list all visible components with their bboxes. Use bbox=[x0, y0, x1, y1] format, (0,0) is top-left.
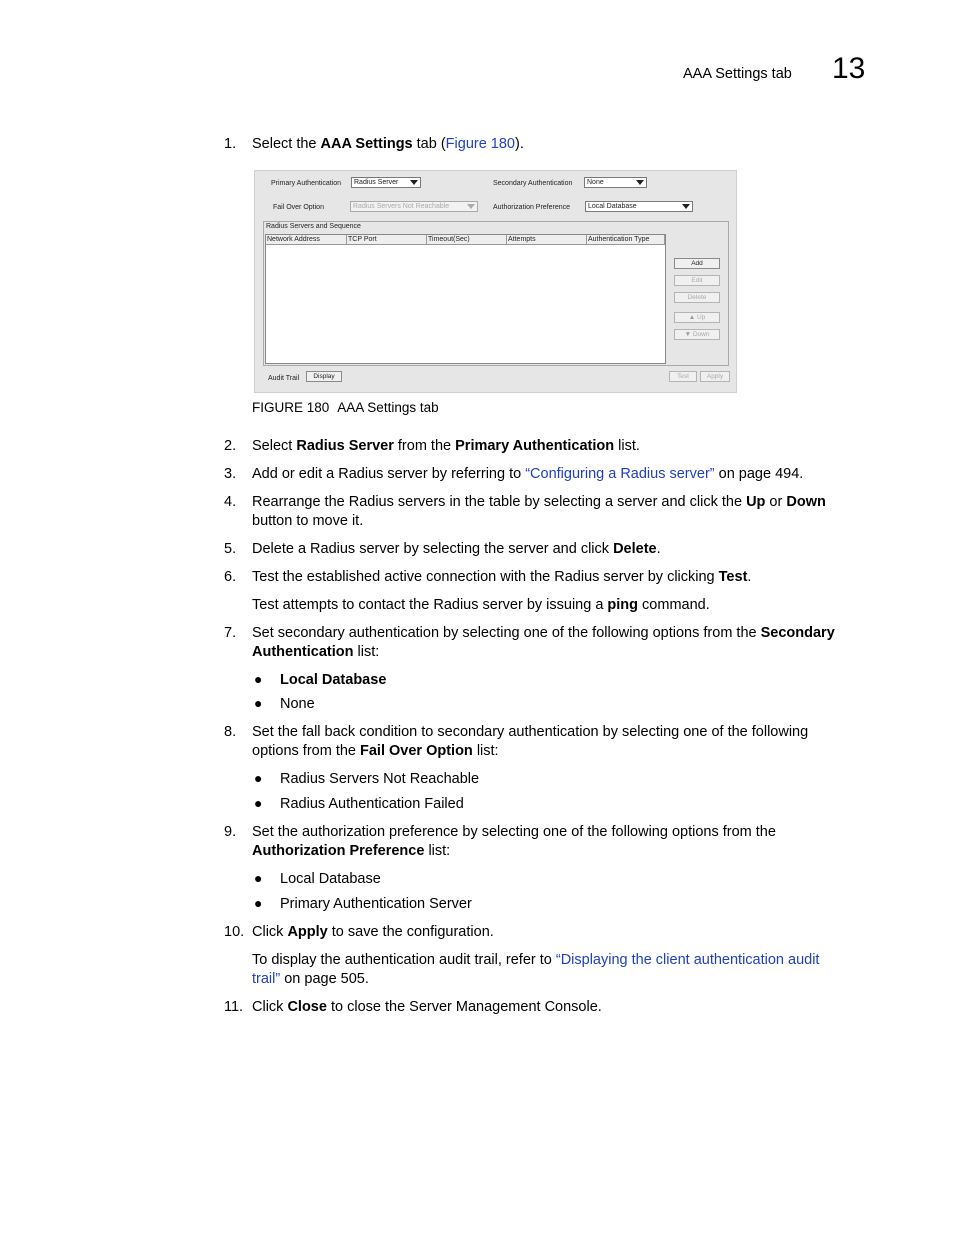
bullet-icon: ● bbox=[254, 870, 263, 886]
step-number: 5. bbox=[224, 541, 237, 557]
step-number: 3. bbox=[224, 466, 237, 482]
step-text: Add or edit a Radius server by referring to “Configuring a Radius server” on page 494. bbox=[252, 466, 804, 482]
configuring-radius-link[interactable]: “Configuring a Radius server” bbox=[525, 466, 715, 482]
bullet-icon: ● bbox=[254, 795, 263, 811]
radius-servers-group bbox=[263, 221, 729, 366]
delete-button[interactable]: Delete bbox=[674, 292, 720, 303]
step-text: Select Radius Server from the Primary Authentication list. bbox=[252, 438, 640, 454]
bullet-icon: ● bbox=[254, 695, 263, 711]
step-number: 10. bbox=[224, 924, 245, 940]
radius-servers-table[interactable] bbox=[265, 234, 666, 364]
authz-pref-label: Authorization Preference bbox=[493, 204, 571, 211]
step-text: Select the AAA Settings tab (Figure 180). bbox=[252, 136, 524, 152]
figure-caption: FIGURE 180 AAA Settings tab bbox=[252, 400, 439, 415]
step-10-note: To display the authentication audit trail, refer to “Displaying the client authentication audit trail” on page 505. bbox=[252, 952, 820, 987]
audit-trail-link[interactable]: trail” bbox=[252, 971, 281, 987]
bullet-icon: ● bbox=[254, 671, 263, 687]
chevron-down-icon bbox=[682, 204, 690, 209]
step-number: 7. bbox=[224, 625, 237, 641]
step-text: Delete a Radius server by selecting the server and click Delete. bbox=[252, 541, 661, 557]
display-button[interactable]: Display bbox=[306, 371, 342, 382]
step-number: 11. bbox=[224, 999, 244, 1015]
arrow-up-icon: ▲ bbox=[688, 314, 696, 321]
authz-pref-select[interactable]: Local Database bbox=[585, 201, 693, 212]
step-text: Click Apply to save the configuration. bbox=[252, 924, 494, 940]
step-text: Set the fall back condition to secondary authentication by selecting one of the following options from the Fail Over Option list: bbox=[252, 724, 809, 759]
add-button[interactable]: Add bbox=[674, 258, 720, 269]
test-button[interactable]: Test bbox=[669, 371, 697, 382]
failover-select[interactable]: Radius Servers Not Reachable bbox=[350, 201, 478, 212]
chevron-down-icon bbox=[467, 204, 475, 209]
chapter-number: 13 bbox=[832, 52, 866, 85]
failover-label: Fail Over Option bbox=[273, 204, 324, 211]
step-text: Click Close to close the Server Management Console. bbox=[252, 999, 602, 1015]
step-text: Set the authorization preference by selecting one of the following options from the Authorization Preference list: bbox=[252, 824, 776, 859]
step-number: 2. bbox=[224, 438, 237, 454]
chevron-down-icon bbox=[636, 180, 644, 185]
step-number: 4. bbox=[224, 494, 237, 510]
column-header[interactable]: Timeout(Sec) bbox=[427, 235, 507, 245]
column-header[interactable]: Attempts bbox=[507, 235, 587, 245]
primary-auth-select[interactable]: Radius Server bbox=[351, 177, 421, 188]
arrow-down-icon: ▼ bbox=[684, 331, 691, 338]
step-text: Set secondary authentication by selecting one of the following options from the Secondary Authentication list: bbox=[252, 625, 835, 660]
step-6-note: Test attempts to contact the Radius server by issuing a ping command. bbox=[252, 597, 710, 613]
edit-button[interactable]: Edit bbox=[674, 275, 720, 286]
bullet-icon: ● bbox=[254, 770, 263, 786]
step-text: Test the established active connection with the Radius server by clicking Test. bbox=[252, 569, 752, 585]
column-header[interactable]: Network Address bbox=[266, 235, 347, 245]
chevron-down-icon bbox=[410, 180, 418, 185]
apply-button[interactable]: Apply bbox=[700, 371, 730, 382]
figure-link[interactable]: Figure 180 bbox=[445, 136, 515, 152]
step-text: Rearrange the Radius servers in the table by selecting a server and click the Up or Down button to move it. bbox=[252, 494, 826, 529]
audit-trail-label: Audit Trail bbox=[268, 375, 300, 382]
primary-auth-label: Primary Authentication bbox=[271, 180, 342, 187]
audit-trail-link[interactable]: “Displaying the client authentication audit bbox=[555, 952, 820, 968]
section-title: AAA Settings tab bbox=[683, 66, 792, 82]
step-number: 8. bbox=[224, 724, 237, 740]
step-number: 6. bbox=[224, 569, 237, 585]
column-header[interactable]: TCP Port bbox=[347, 235, 427, 245]
column-header[interactable]: Authentication Type bbox=[587, 235, 665, 245]
bullet-icon: ● bbox=[254, 895, 263, 911]
secondary-auth-label: Secondary Authentication bbox=[493, 180, 573, 187]
up-button[interactable]: ▲ Up bbox=[674, 312, 720, 323]
group-title: Radius Servers and Sequence bbox=[266, 223, 361, 230]
step-number: 9. bbox=[224, 824, 237, 840]
step-number: 1. bbox=[224, 136, 237, 152]
secondary-auth-select[interactable]: None bbox=[584, 177, 647, 188]
aaa-settings-screenshot bbox=[254, 170, 737, 393]
down-button[interactable]: ▼ Down bbox=[674, 329, 720, 340]
